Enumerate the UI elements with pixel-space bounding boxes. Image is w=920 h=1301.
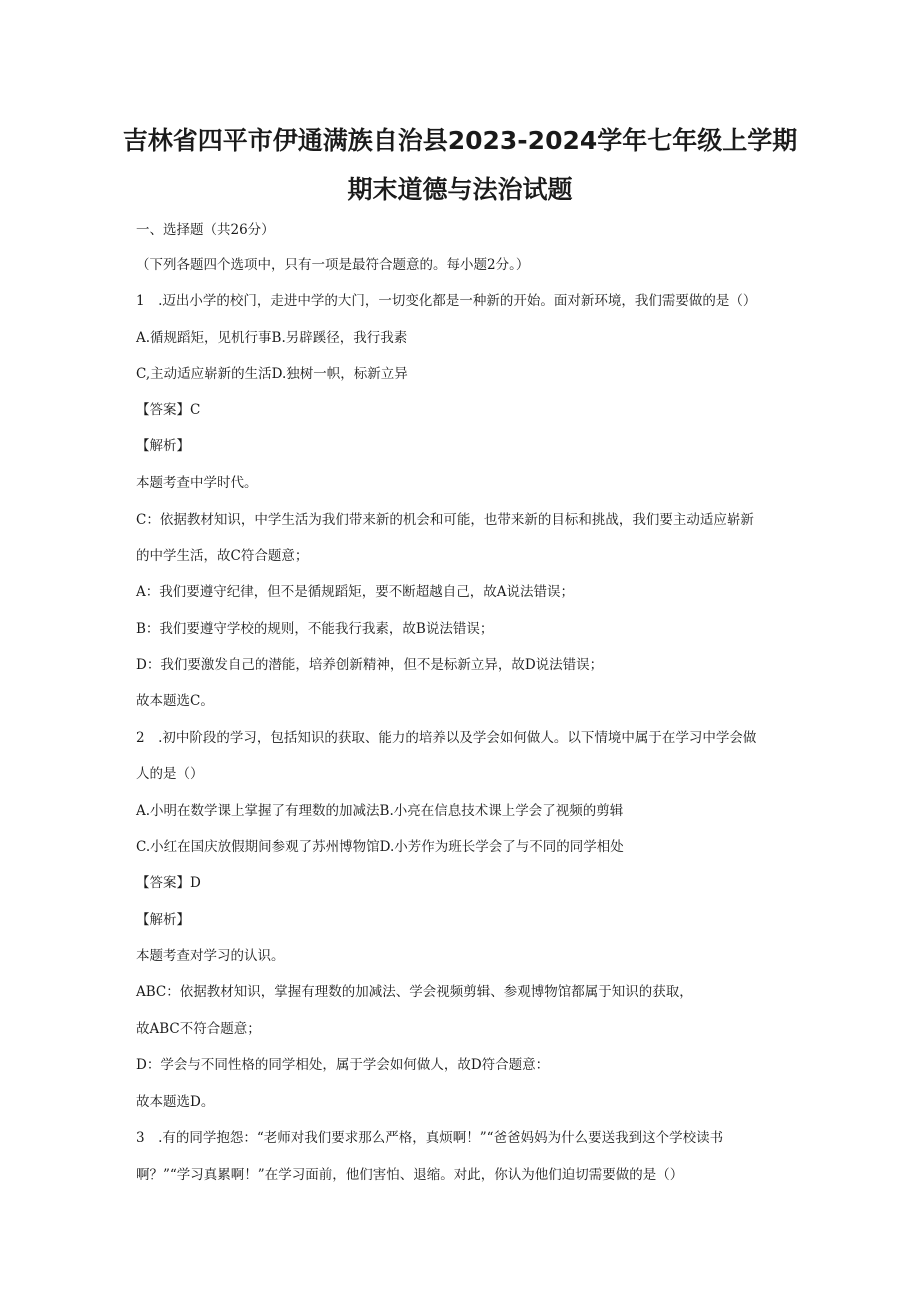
question-2-options-cd: C.小红在国庆放假期间参观了苏州博物馆D.小芳作为班长学会了与不同的同学相处 (136, 839, 624, 855)
question-3-stem: 3 .有的同学抱怨：“老师对我们要求那么严格，真烦啊！”“爸爸妈妈为什么要送我到这个学校读书 (136, 1130, 724, 1146)
question-1-options-cd: C,主动适应崭新的生活D.独树一帜，标新立异 (136, 366, 408, 382)
question-2-stem: 人的是（） (136, 766, 204, 782)
question-1-analysis-line: B：我们要遵守学校的规则，不能我行我素，故B说法错误； (136, 621, 494, 637)
section-heading: 一、选择题（共26分） (136, 222, 275, 238)
question-1-options-ab: A.循规蹈矩，见机行事B.另辟蹊径，我行我素 (136, 330, 408, 346)
document-title-line-2: 期末道德与法治试题 (347, 175, 573, 204)
section-instruction: （下列各题四个选项中，只有一项是最符合题意的。每小题2分。） (136, 257, 530, 273)
question-1-analysis-line: 的中学生活，故C符合题意； (136, 548, 309, 564)
question-1-analysis-label: 【解析】 (136, 438, 190, 454)
question-2-analysis-label: 【解析】 (136, 912, 190, 928)
question-2-analysis-line: D：学会与不同性格的同学相处，属于学会如何做人，故D符合题意： (136, 1057, 550, 1073)
question-2-analysis-line: 故ABC不符合题意； (136, 1021, 261, 1037)
question-1-stem: 1 .迈出小学的校门，走进中学的大门，一切变化都是一种新的开始。面对新环境，我们需要做的是（） (136, 293, 757, 309)
question-1-analysis-line: C：依据教材知识，中学生活为我们带来新的机会和可能，也带来新的目标和挑战，我们要主动适应崭新 (136, 512, 754, 528)
question-1-analysis-line: A：我们要遵守纪律，但不是循规蹈矩，要不断超越自己，故A说法错误； (136, 584, 574, 600)
question-2-conclusion: 故本题选D。 (136, 1094, 215, 1110)
question-2-options-ab: A.小明在数学课上掌握了有理数的加减法B.小亮在信息技术课上学会了视频的剪辑 (136, 803, 624, 819)
question-1-analysis-line: D：我们要激发自己的潜能，培养创新精神，但不是标新立异，故D说法错误； (136, 657, 604, 673)
document-title-line-1: 吉林省四平市伊通满族自治县2023-2024学年七年级上学期 (122, 126, 798, 155)
question-2-analysis-line: ABC：依据教材知识，掌握有理数的加减法、学会视频剪辑、参观博物馆都属于知识的获取， (136, 984, 693, 1000)
question-1-analysis-line: 本题考查中学时代。 (136, 475, 258, 491)
question-1-answer: 【答案】C (136, 402, 201, 418)
question-2-stem: 2 .初中阶段的学习，包括知识的获取、能力的培养以及学会如何做人。以下情境中属于在学习中学会做 (136, 730, 757, 746)
question-3-stem: 啊？”“学习真累啊！”在学习面前，他们害怕、退缩。对此，你认为他们迫切需要做的是（） (136, 1167, 684, 1183)
question-1-conclusion: 故本题选C。 (136, 693, 214, 709)
question-2-answer: 【答案】D (136, 875, 201, 891)
question-2-analysis-line: 本题考查对学习的认识。 (136, 948, 285, 964)
